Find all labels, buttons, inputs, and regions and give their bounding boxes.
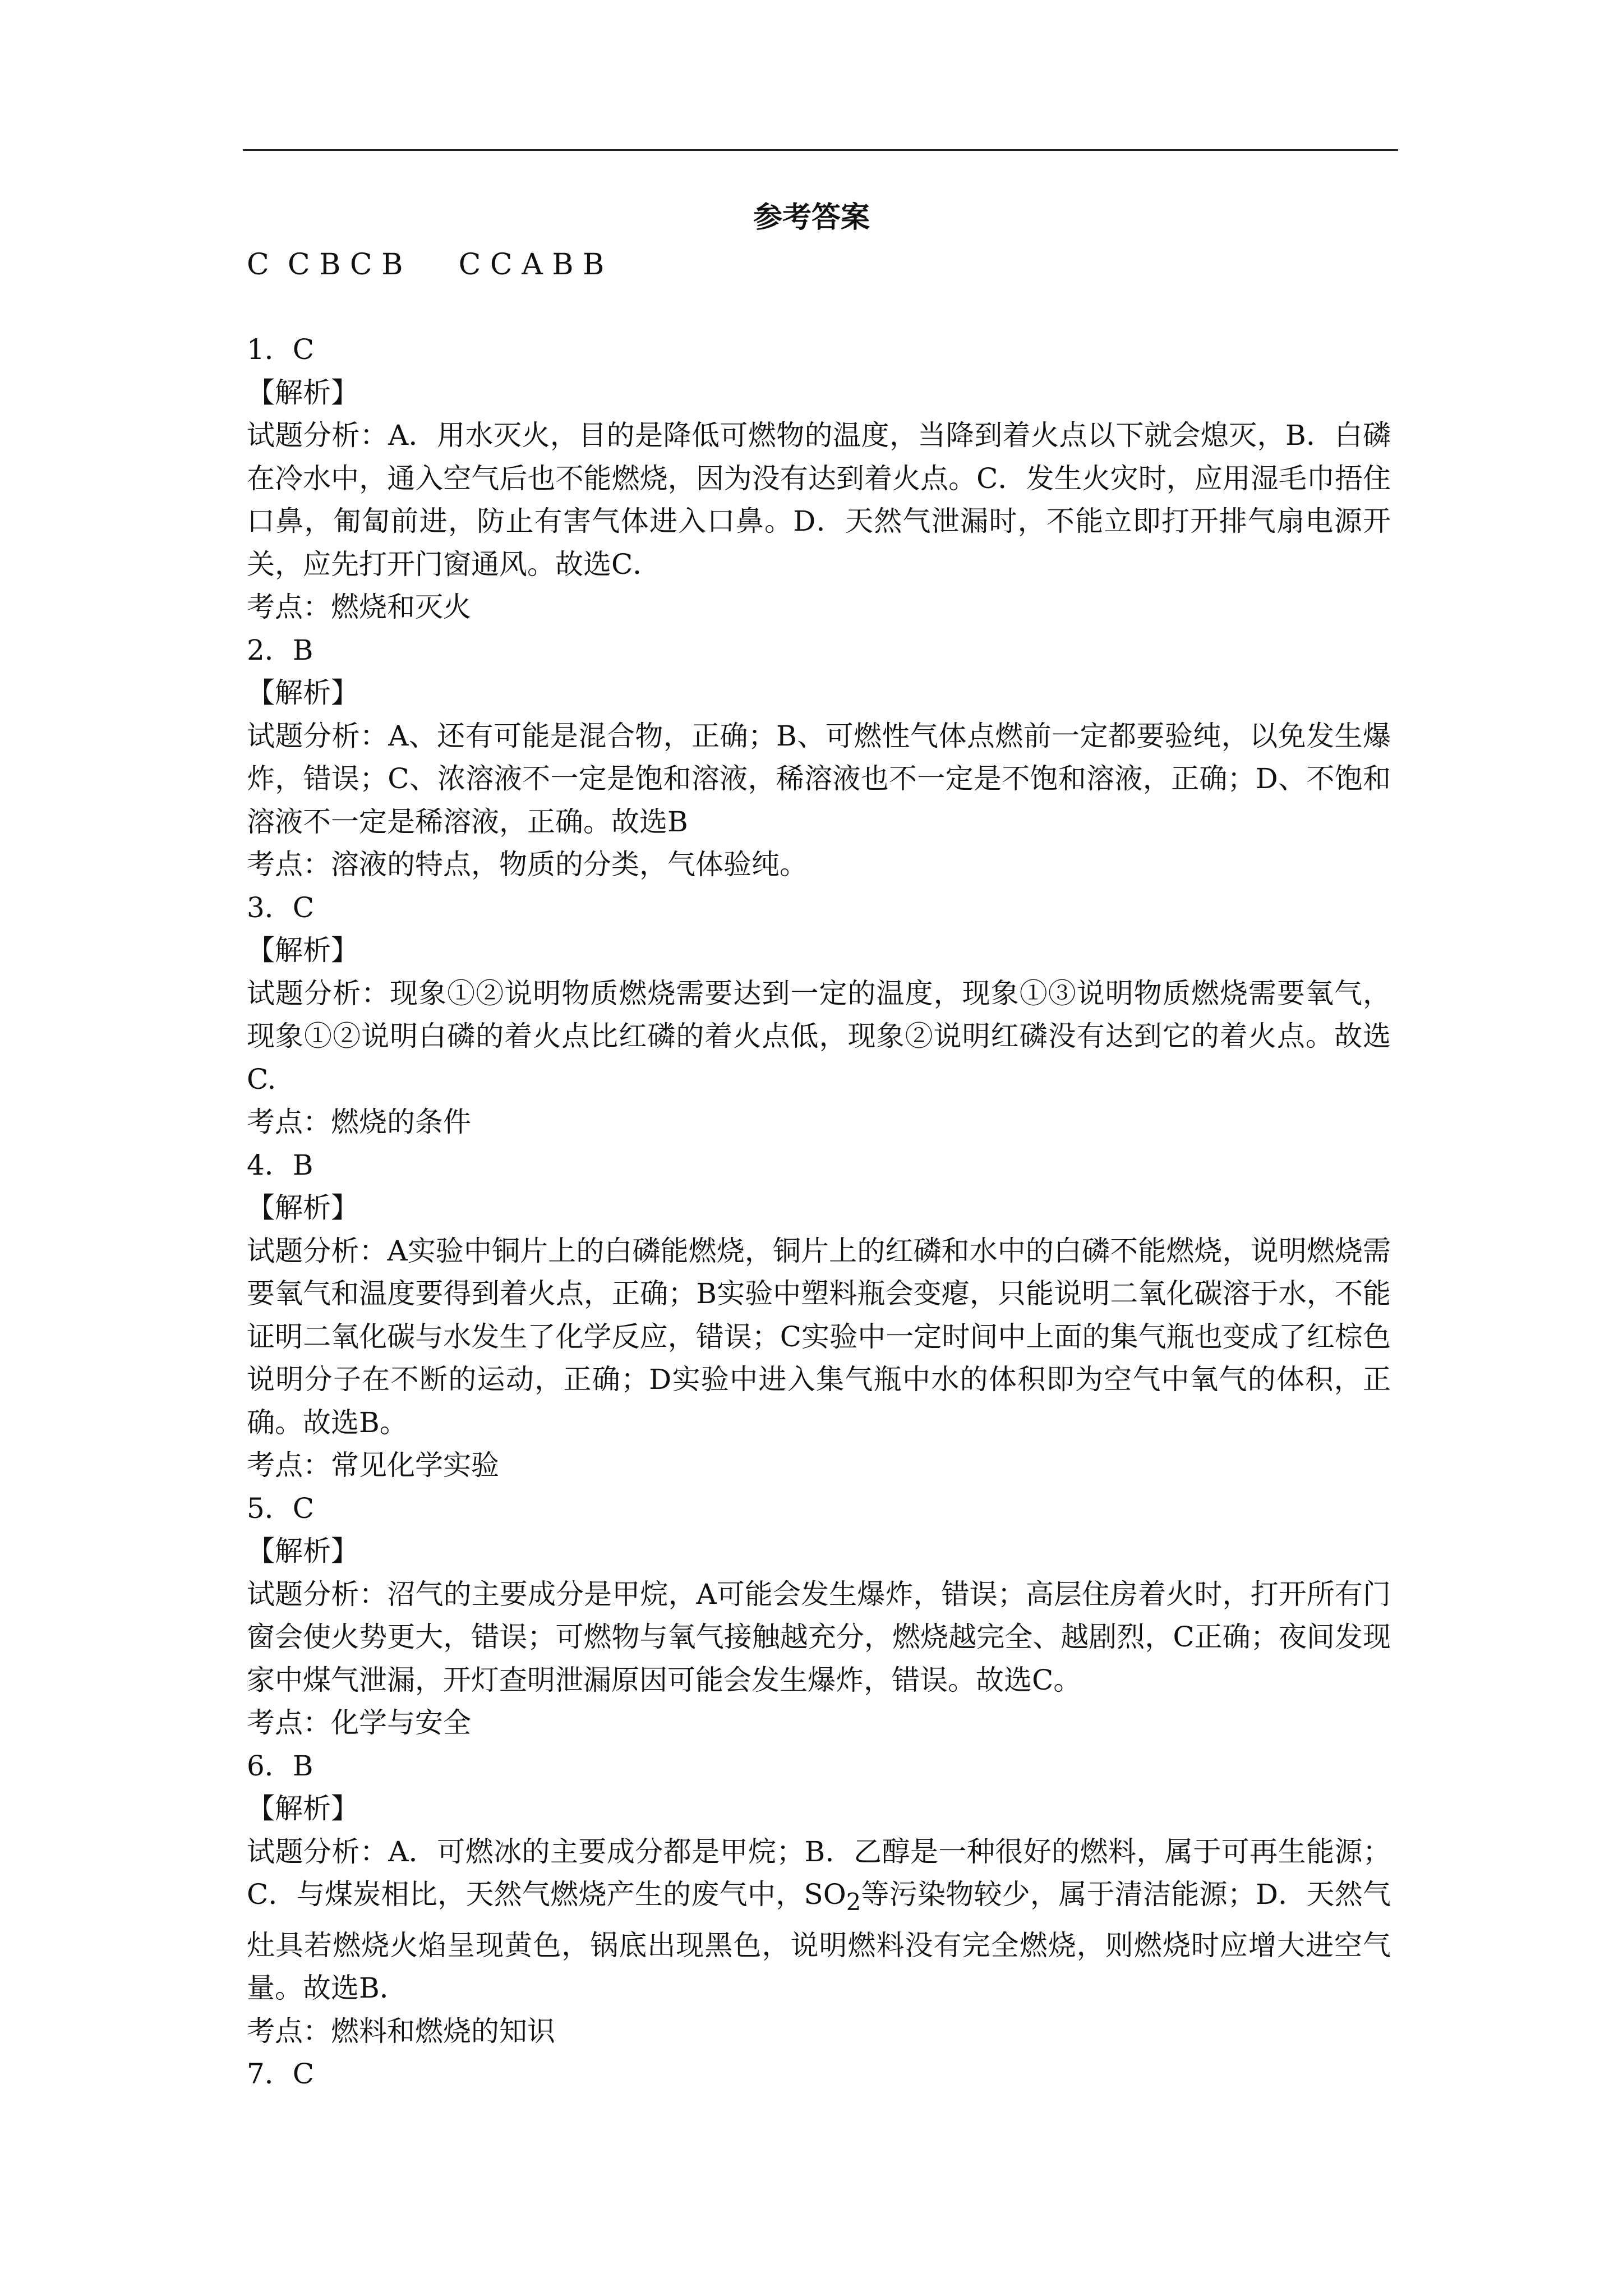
analysis-text-part: 等污染物较少，属于清洁能源；D．天然气灶具若燃烧火焰呈现黄色，锅底出现黑色，说明燃料没有完全燃烧，则燃烧时应增大进空气量。故选B．	[247, 1878, 1391, 2004]
key-point: 考点：溶液的特点，物质的分类，气体验纯。	[247, 848, 808, 881]
key-point: 考点：燃烧和灭火	[247, 591, 471, 623]
analysis-label: 【解析】	[247, 677, 359, 709]
subscript-2: 2	[846, 1888, 861, 1916]
question-number: 5．C	[247, 1492, 315, 1525]
answer-item	[247, 629, 1391, 886]
key-point: 考点：燃料和燃烧的知识	[247, 2014, 555, 2047]
analysis-text: 试题分析：现象①②说明物质燃烧需要达到一定的温度，现象①③说明物质燃烧需要氧气，现象①②说明白磷的着火点比红磷的着火点低，现象②说明红磷没有达到它的着火点。故选C.	[247, 977, 1391, 1096]
analysis-text: 试题分析：沼气的主要成分是甲烷，A可能会发生爆炸，错误；高层住房着火时，打开所有门窗会使火势更大，错误；可燃物与氧气接触越充分，燃烧越完全、越剧烈，C正确；夜间发现家中煤气泄漏，开灯查明泄漏原因可能会发生爆炸，错误。故选C。	[247, 1577, 1391, 1696]
header-rule	[243, 149, 1398, 151]
question-number: 7．C	[247, 2058, 315, 2090]
analysis-label: 【解析】	[247, 934, 359, 967]
answer-item	[247, 1144, 1391, 1487]
question-number: 3．C	[247, 891, 315, 924]
page-title: 参考答案	[753, 200, 870, 234]
answer-item	[247, 1487, 1391, 1745]
question-number: 2．B	[247, 633, 313, 666]
analysis-text: 试题分析：A实验中铜片上的白磷能燃烧，铜片上的红磷和水中的白磷不能燃烧，说明燃烧需要氧气和温度要得到着火点，正确；B实验中塑料瓶会变瘪，只能说明二氧化碳溶于水，不能证明二氧化碳与水发生了化学反应，错误；C实验中一定时间中上面的集气瓶也变成了红棕色说明分子在不断的运动，正确；D实验中进入集气瓶中水的体积即为空气中氧气的体积，正确。故选B。	[247, 1234, 1391, 1439]
analysis-label: 【解析】	[247, 1191, 359, 1224]
question-number: 1．C	[247, 333, 315, 366]
answer-item	[247, 2053, 1391, 2096]
analysis-text: 试题分析：A．用水灭火，目的是降低可燃物的温度，当降到着火点以下就会熄灭，B．白磷在冷水中，通入空气后也不能燃烧，因为没有达到着火点。C．发生火灾时，应用湿毛巾捂住口鼻，匍匐前进，防止有害气体进入口鼻。D．天然气泄漏时，不能立即打开排气扇电源开关，应先打开门窗通风。故选C．	[247, 419, 1391, 581]
question-number: 4．B	[247, 1148, 313, 1181]
question-number: 6．B	[247, 1749, 313, 1782]
answer-item	[247, 886, 1391, 1144]
answer-body	[247, 328, 1391, 2096]
key-point: 考点：化学与安全	[247, 1706, 471, 1739]
analysis-text: 试题分析：A、还有可能是混合物，正确；B、可燃性气体点燃前一定都要验纯，以免发生爆炸，错误；C、浓溶液不一定是饱和溶液，稀溶液也不一定是不饱和溶液，正确；D、不饱和溶液不一定是稀溶液，正确。故选B	[247, 719, 1391, 838]
answer-item	[247, 328, 1391, 629]
analysis-label: 【解析】	[247, 1792, 359, 1825]
answer-key: C C B C B C C A B B	[247, 248, 605, 282]
analysis-text-part: 试题分析：A．可燃冰的主要成分都是甲烷；B．乙醇是一种很好的燃料，属于可再生能源；C．与煤炭相比，天然气燃烧产生的废气中，SO	[247, 1835, 1391, 1911]
analysis-label: 【解析】	[247, 1535, 359, 1567]
analysis-text	[247, 1830, 1391, 2010]
answer-item	[247, 1745, 1391, 2053]
key-point: 考点：常见化学实验	[247, 1449, 499, 1481]
analysis-label: 【解析】	[247, 376, 359, 409]
key-point: 考点：燃烧的条件	[247, 1106, 471, 1138]
